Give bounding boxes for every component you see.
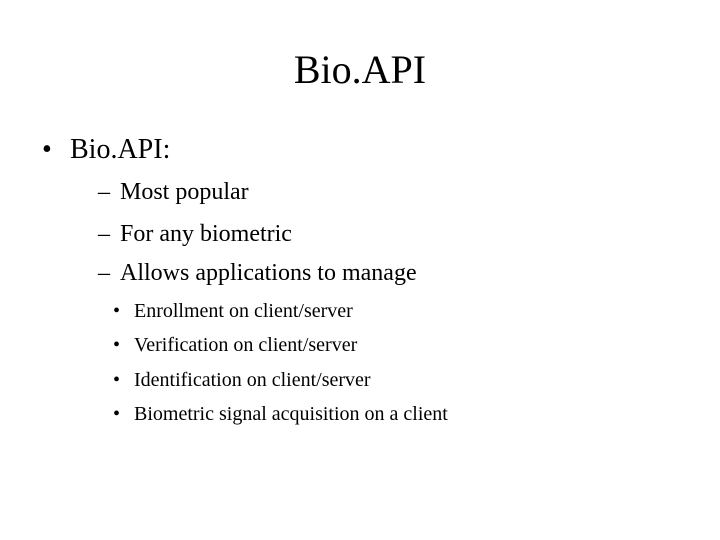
bullet-marker: • xyxy=(113,403,121,425)
sub-sub-bullet-text: Biometric signal acquisition on a client xyxy=(134,403,448,425)
bullet-marker: • xyxy=(113,300,121,322)
sub-bullet-3 xyxy=(98,257,417,289)
sub-sub-bullet-2 xyxy=(113,331,357,359)
sub-bullet-text: Most popular xyxy=(120,179,249,205)
dash-marker: – xyxy=(98,260,110,286)
sub-sub-bullet-text: Identification on client/server xyxy=(134,369,371,391)
sub-sub-bullet-text: Enrollment on client/server xyxy=(134,300,353,322)
dash-marker: – xyxy=(98,179,110,205)
slide-title-text: Bio.API xyxy=(293,47,427,92)
main-bullet-text: Bio.API: xyxy=(70,134,171,165)
sub-bullet-text: Allows applications to manage xyxy=(120,260,417,286)
bullet-marker: • xyxy=(42,134,52,165)
sub-sub-bullet-text: Verification on client/server xyxy=(134,334,358,356)
sub-bullet-1 xyxy=(98,176,249,208)
main-bullet xyxy=(42,132,170,168)
sub-sub-bullet-1 xyxy=(113,297,353,325)
sub-sub-bullet-3 xyxy=(113,366,371,394)
sub-bullet-text: For any biometric xyxy=(120,221,292,247)
bullet-marker: • xyxy=(113,369,121,391)
dash-marker: – xyxy=(98,221,110,247)
sub-sub-bullet-4 xyxy=(113,400,448,428)
sub-bullet-2 xyxy=(98,218,292,250)
bullet-marker: • xyxy=(113,334,121,356)
